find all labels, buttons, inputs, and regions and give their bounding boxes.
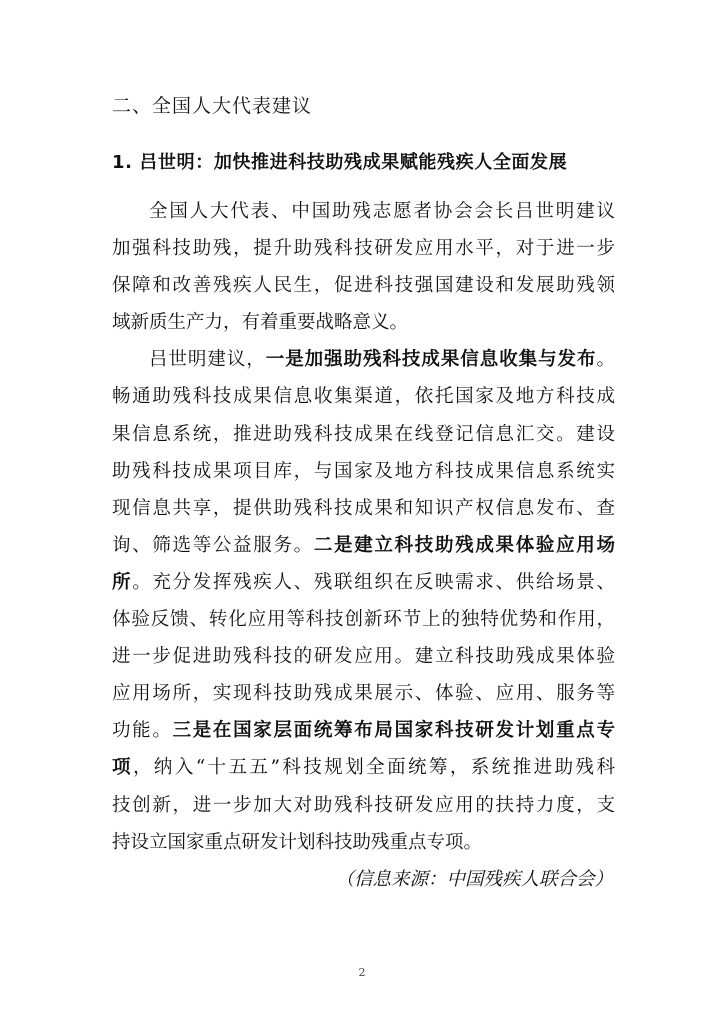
paragraph-1-line-2: 加强科技助残，提升助残科技研发应用水平，对于进一步: [112, 238, 615, 260]
bold-point-three-end: 项: [112, 757, 133, 779]
paragraph-2-line-4: 助残科技成果项目库，与国家及地方科技成果信息系统实: [112, 460, 615, 482]
document-body: [112, 193, 615, 898]
paragraph-2-line-6: [112, 527, 615, 564]
source-attribution: （信息来源：中国残疾人联合会）: [335, 868, 613, 890]
bold-point-two-end: 所: [112, 571, 133, 593]
section-heading: 二、全国人大代表建议: [112, 95, 313, 117]
paragraph-2-line-7: [112, 564, 615, 601]
bold-point-one: 一是加强助残科技成果信息收集与发布: [265, 349, 597, 371]
paragraph-2-line-13: 技创新，进一步加大对助残科技研发应用的扶持力度，支: [112, 794, 615, 816]
paragraph-1-line-4: 域新质生产力，有着重要战略意义。: [112, 312, 409, 334]
text-run: 。充分发挥残疾人、残联组织在反映需求、供给场景、: [132, 571, 615, 593]
text-run: 吕世明建议，: [149, 349, 266, 371]
text-run: 询、筛选等公益服务。: [112, 534, 314, 556]
bold-point-two: 二是建立科技助残成果体验应用场: [313, 534, 615, 556]
item-heading: 1. 吕世明：加快推进科技助残成果赋能残疾人全面发展: [112, 152, 568, 173]
paragraph-1-line-1: 全国人大代表、中国助残志愿者协会会长吕世明建议: [149, 201, 615, 222]
paragraph-2-line-10: 应用场所，实现科技助残成果展示、体验、应用、服务等: [112, 683, 615, 705]
text-run: 功能。: [112, 720, 173, 742]
page-number: 2: [358, 966, 366, 979]
paragraph-2-line-9: 进一步促进助残科技的研发应用。建立科技助残成果体验: [112, 646, 615, 668]
paragraph-2-line-8: 体验反馈、转化应用等科技创新环节上的独特优势和作用，: [112, 609, 615, 631]
paragraph-2-line-12: [112, 749, 615, 786]
paragraph-1-line-3: 保障和改善残疾人民生，促进科技强国建设和发展助残领: [112, 275, 615, 297]
paragraph-2-line-11: [112, 712, 615, 749]
paragraph-2-line-1: [112, 341, 615, 378]
paragraph-2-line-2: 畅通助残科技成果信息收集渠道，依托国家及地方科技成: [112, 386, 615, 408]
paragraph-2-line-5: 现信息共享，提供助残科技成果和知识产权信息发布、查: [112, 497, 615, 519]
text-run: 。: [596, 349, 615, 371]
paragraph-2-line-14: 持设立国家重点研发计划科技助残重点专项。: [112, 831, 483, 853]
bold-point-three: 三是在国家层面统筹布局国家科技研发计划重点专: [172, 720, 615, 742]
text-run: ，纳入“十五五”科技规划全面统筹，系统推进助残科: [132, 757, 615, 779]
paragraph-2-line-3: 果信息系统，推进助残科技成果在线登记信息汇交。建设: [112, 423, 615, 445]
